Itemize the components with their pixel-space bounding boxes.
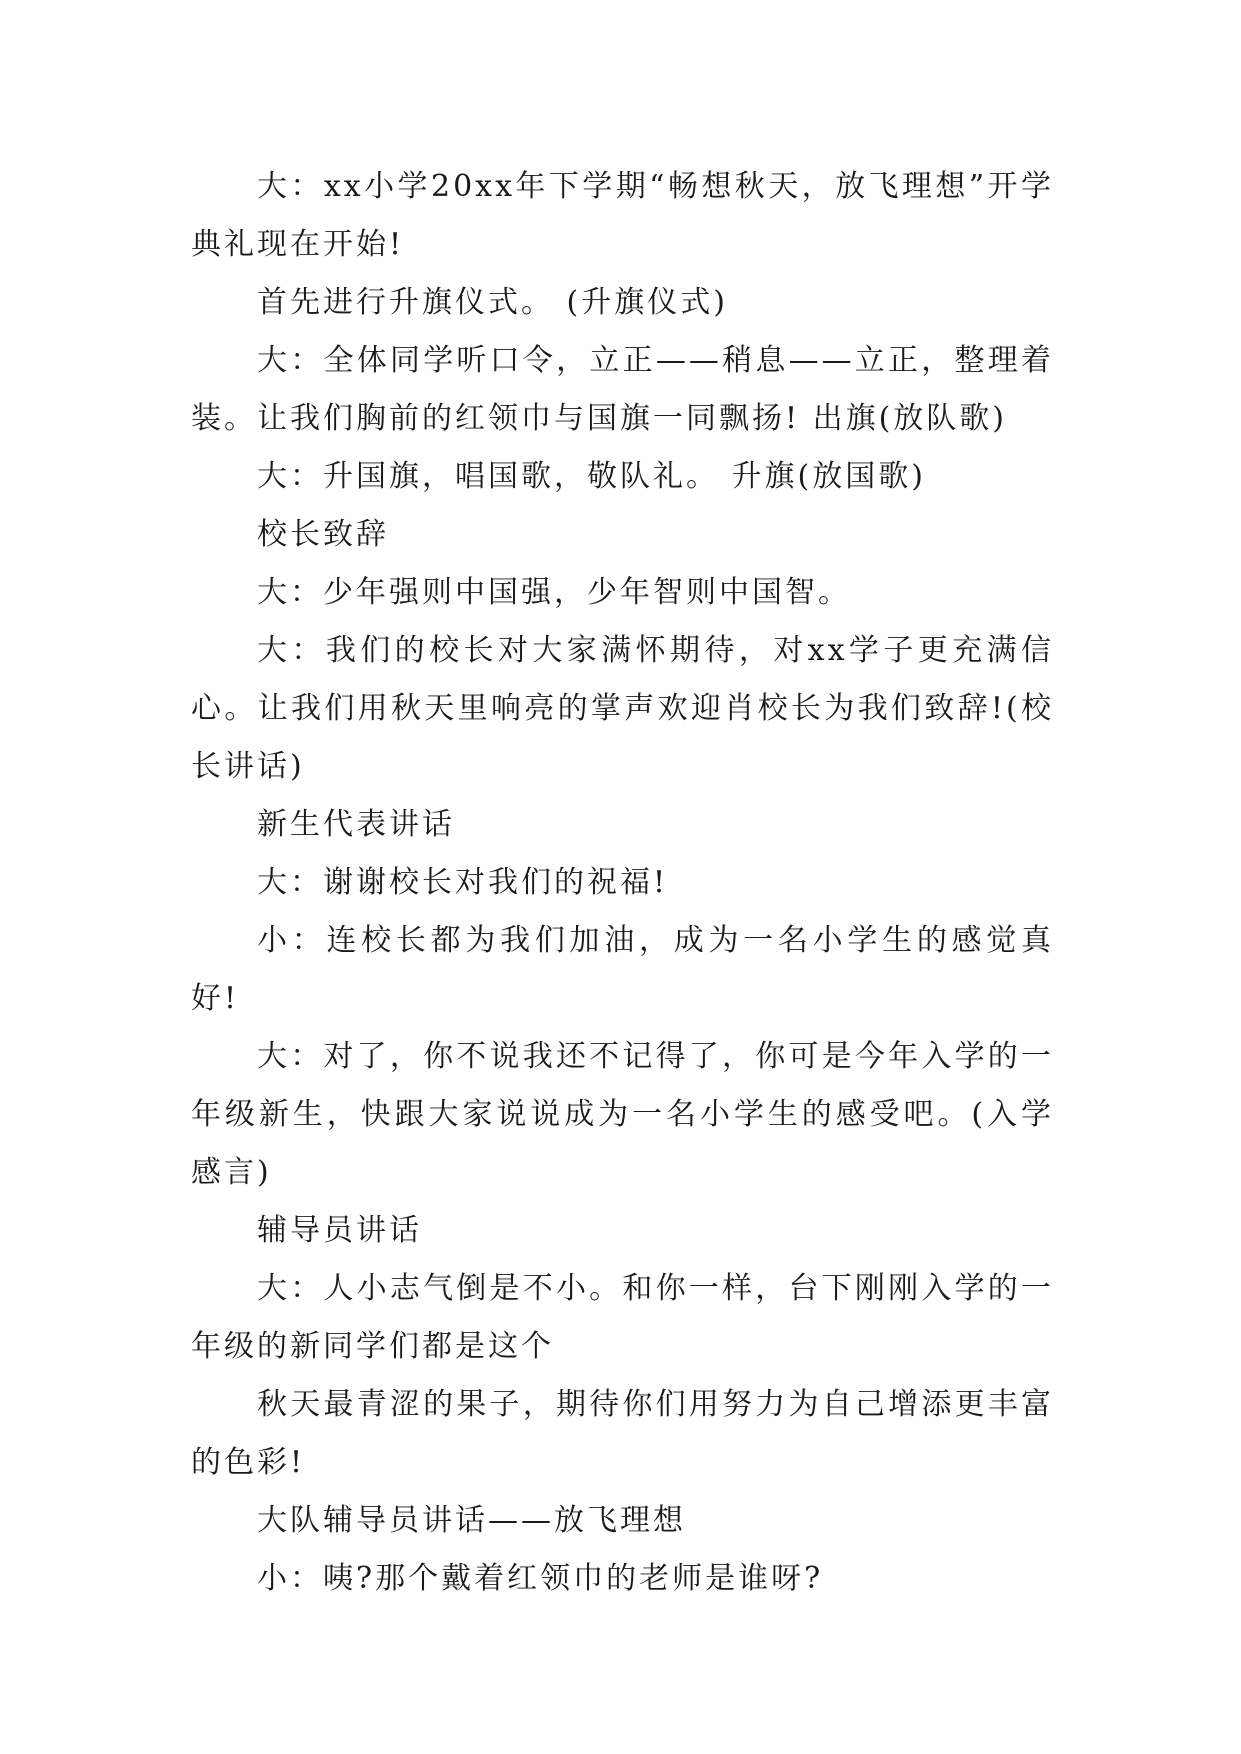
section-heading-principal-speech: 校长致辞 — [257, 517, 389, 552]
paragraph-first-grader: 大：对了，你不说我还不记得了，你可是今年入学的一年级新生，快跟大家说说成为一名小学生的感受吧。(入学感言) — [191, 1039, 1054, 1190]
section-heading-brigade-counselor: 大队辅导员讲话——放飞理想 — [257, 1503, 686, 1538]
paragraph-ambition: 大：人小志气倒是不小。和你一样，台下刚刚入学的一年级的新同学们都是这个 — [191, 1271, 1054, 1364]
paragraph-thanks-principal: 大：谢谢校长对我们的祝福! — [257, 865, 669, 900]
paragraph-welcome-principal: 大：我们的校长对大家满怀期待，对xx学子更充满信心。让我们用秋天里响亮的掌声欢迎肖校长为我们致辞!(校长讲话) — [191, 633, 1054, 784]
paragraph-flag-ceremony: 首先进行升旗仪式。 (升旗仪式) — [257, 285, 728, 320]
document-body — [191, 158, 1054, 1608]
paragraph-opening-announcement: 大：xx小学20xx年下学期“畅想秋天，放飞理想”开学典礼现在开始! — [191, 169, 1054, 262]
paragraph-attention-command: 大：全体同学听口令，立正——稍息——立正，整理着装。让我们胸前的红领巾与国旗一同飘扬! 出旗(放队歌) — [191, 343, 1054, 436]
paragraph-raise-flag: 大：升国旗，唱国歌，敬队礼。 升旗(放国歌) — [257, 459, 926, 494]
paragraph-autumn-fruit: 秋天最青涩的果子，期待你们用努力为自己增添更丰富的色彩! — [191, 1387, 1054, 1480]
paragraph-youth-strong: 大：少年强则中国强，少年智则中国智。 — [257, 575, 851, 610]
section-heading-new-student-speech: 新生代表讲话 — [257, 807, 455, 842]
paragraph-who-is-teacher: 小：咦?那个戴着红领巾的老师是谁呀? — [257, 1561, 824, 1596]
section-heading-counselor-speech: 辅导员讲话 — [257, 1213, 422, 1248]
paragraph-feels-good: 小：连校长都为我们加油，成为一名小学生的感觉真好! — [191, 923, 1054, 1016]
